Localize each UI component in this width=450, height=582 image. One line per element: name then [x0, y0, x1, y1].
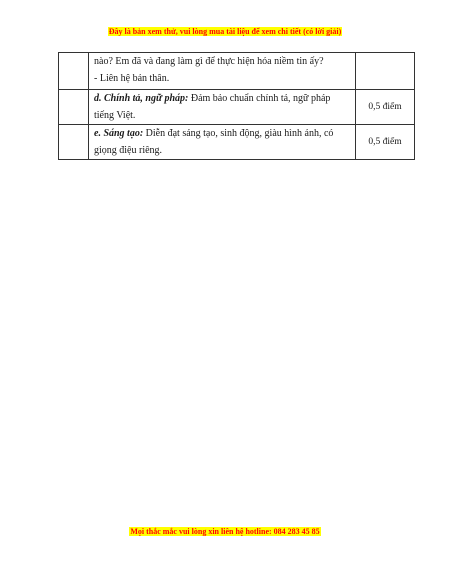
row-index-cell	[59, 125, 89, 160]
preview-notice-text: Đây là bản xem thử, vui lòng mua tài liệu để xem chi tiết (có lời giải)	[108, 27, 342, 36]
table-row	[59, 125, 415, 160]
row-index-cell	[59, 53, 89, 90]
criteria-cell	[89, 90, 356, 125]
score-cell	[356, 53, 415, 90]
table-row	[59, 90, 415, 125]
criteria-cell	[89, 125, 356, 160]
criteria-line: nào? Em đã và đang làm gì để thực hiện hóa niềm tin ấy?	[94, 56, 324, 67]
row-index-cell	[59, 90, 89, 125]
score-cell: 0,5 điểm	[356, 125, 415, 160]
criteria-cell	[89, 53, 356, 90]
criteria-text: Đảm bảo chuẩn chính tả, ngữ pháp tiếng Việt.	[94, 93, 331, 121]
table-row	[59, 53, 415, 90]
criteria-title: d. Chính tả, ngữ pháp:	[94, 93, 189, 104]
criteria-line: - Liên hệ bản thân.	[94, 73, 170, 84]
grading-rubric-table	[58, 52, 415, 160]
hotline-contact-banner	[0, 527, 450, 537]
criteria-text: Diễn đạt sáng tạo, sinh động, giàu hình ảnh, có giọng điệu riêng.	[94, 128, 334, 156]
score-cell: 0,5 điểm	[356, 90, 415, 125]
preview-notice-banner	[0, 27, 450, 37]
criteria-title: e. Sáng tạo:	[94, 128, 144, 139]
hotline-contact-text: Mọi thắc mắc vui lòng xin liên hệ hotline: 084 283 45 85	[130, 527, 320, 536]
